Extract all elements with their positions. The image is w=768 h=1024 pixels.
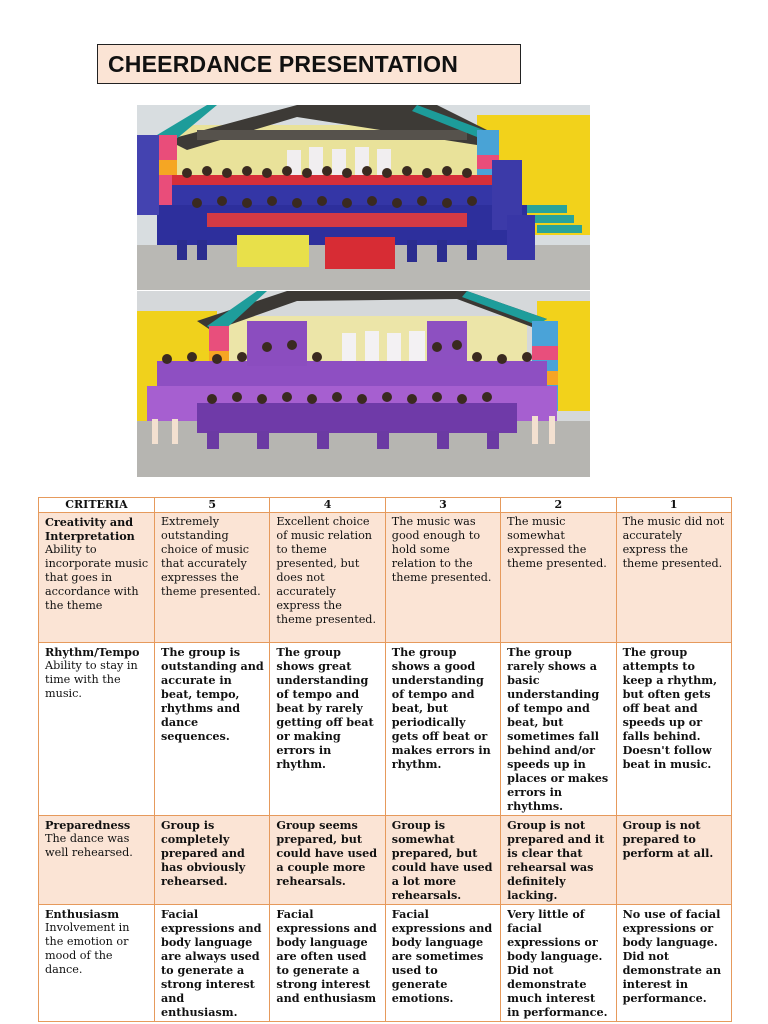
header-criteria: CRITERIA	[39, 498, 155, 513]
criterion-cell	[39, 513, 155, 643]
criterion-cell	[39, 643, 155, 816]
score-cell-1: The music did not accurately express the theme presented.	[616, 513, 731, 643]
score-cell-3: The group shows a good understanding of tempo and beat, but periodically gets off beat or makes errors in rhythm.	[385, 643, 500, 816]
criterion-description: The dance was well rehearsed.	[45, 832, 133, 859]
criterion-name: Preparedness	[45, 818, 131, 832]
rubric-table	[38, 497, 732, 1022]
rubric-row-rhythm	[39, 643, 732, 816]
rubric-row-enthusiasm	[39, 905, 732, 1022]
score-cell-2: The group rarely shows a basic understanding of tempo and beat, but sometimes fall behind and/or speeds up in places or makes errors in rhythms.	[501, 643, 616, 816]
rubric-row-creativity	[39, 513, 732, 643]
score-cell-2: Group is not prepared and it is clear that rehearsal was definitely lacking.	[501, 816, 616, 905]
rubric-row-preparedness	[39, 816, 732, 905]
header-score-2: 2	[501, 498, 616, 513]
score-cell-3: Facial expressions and body language are sometimes used to generate emotions.	[385, 905, 500, 1022]
criterion-description: Involvement in the emotion or mood of the dance.	[45, 921, 130, 976]
criterion-description: Ability to incorporate music that goes in accordance with the theme	[45, 543, 149, 612]
score-cell-3: The music was good enough to hold some relation to the theme presented.	[385, 513, 500, 643]
score-cell-5: Facial expressions and body language are always used to generate a strong interest and enthusiasm.	[155, 905, 270, 1022]
score-cell-4: Facial expressions and body language are often used to generate a strong interest and enthusiasm	[270, 905, 385, 1022]
score-cell-4: The group shows great understanding of tempo and beat by rarely getting off beat or making errors in rhythm.	[270, 643, 385, 816]
group-photo-blue-uniforms	[137, 105, 590, 290]
page-title: CHEERDANCE PRESENTATION	[97, 44, 521, 84]
score-cell-5: Extremely outstanding choice of music that accurately expresses the theme presented.	[155, 513, 270, 643]
score-cell-1: Group is not prepared to perform at all.	[616, 816, 731, 905]
score-cell-5: Group is completely prepared and has obviously rehearsed.	[155, 816, 270, 905]
score-cell-4: Excellent choice of music relation to theme presented, but does not accurately express the theme presented.	[270, 513, 385, 643]
header-score-3: 3	[385, 498, 500, 513]
group-photo-purple-uniforms	[137, 291, 590, 477]
header-score-1: 1	[616, 498, 731, 513]
criterion-name: Enthusiasm	[45, 907, 120, 921]
score-cell-2: Very little of facial expressions or body language. Did not demonstrate much interest in performance.	[501, 905, 616, 1022]
header-score-5: 5	[155, 498, 270, 513]
criterion-description: Ability to stay in time with the music.	[45, 659, 138, 700]
header-score-4: 4	[270, 498, 385, 513]
score-cell-5: The group is outstanding and accurate in beat, tempo, rhythms and dance sequences.	[155, 643, 270, 816]
score-cell-1: The group attempts to keep a rhythm, but often gets off beat and speeds up or falls behind. Doesn't follow beat in music.	[616, 643, 731, 816]
criterion-name: Rhythm/Tempo	[45, 645, 140, 659]
score-cell-4: Group seems prepared, but could have used a couple more rehearsals.	[270, 816, 385, 905]
criterion-cell	[39, 816, 155, 905]
score-cell-2: The music somewhat expressed the theme presented.	[501, 513, 616, 643]
criterion-name: Creativity and Interpretation	[45, 515, 135, 543]
criterion-cell	[39, 905, 155, 1022]
score-cell-3: Group is somewhat prepared, but could have used a lot more rehearsals.	[385, 816, 500, 905]
rubric-header-row	[39, 498, 732, 513]
score-cell-1: No use of facial expressions or body language. Did not demonstrate an interest in performance.	[616, 905, 731, 1022]
